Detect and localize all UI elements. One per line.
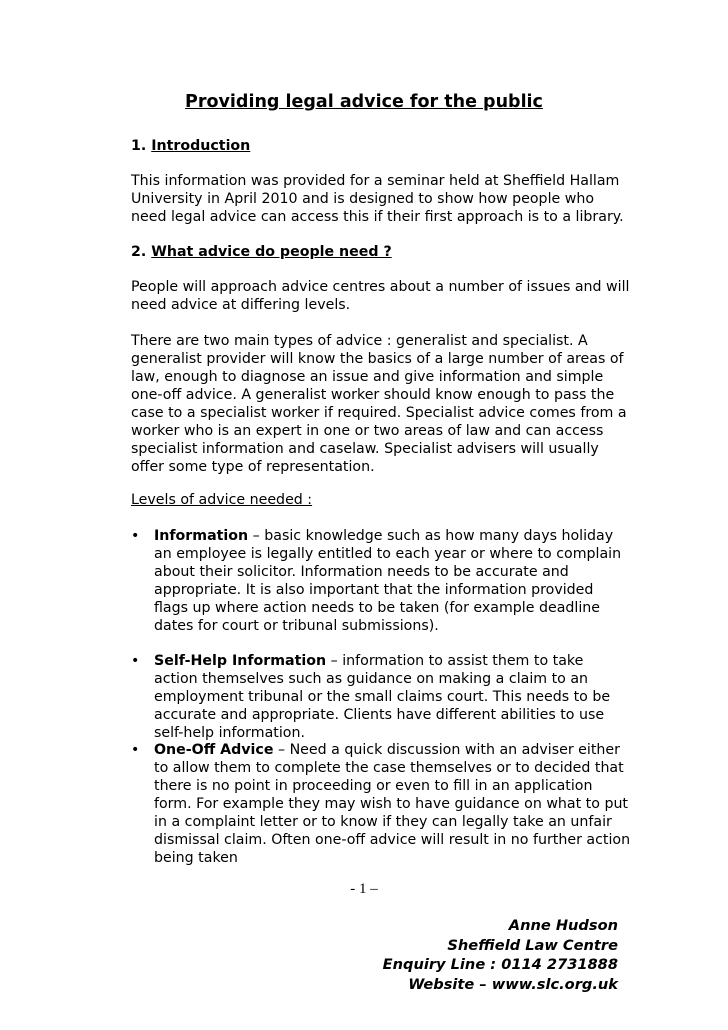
levels-heading: Levels of advice needed :: [131, 492, 313, 508]
bullet-dot: •: [131, 742, 140, 758]
bullet-term: Information: [154, 528, 249, 544]
bullet-self-help: [131, 652, 631, 742]
signature-name: Anne Hudson: [508, 917, 618, 934]
signature-block: [383, 916, 618, 994]
signature-enquiry-line: Enquiry Line : 0114 2731888: [382, 956, 618, 973]
section-1-title: Introduction: [151, 138, 251, 154]
intro-paragraph: This information was provided for a seminar held at Sheffield Hallam University in April 2010 and is designed to show how people who need legal advice can access this if their first approach is to a library.: [131, 173, 624, 225]
page-title: Providing legal advice for the public: [185, 92, 543, 112]
section-1-number: 1.: [131, 138, 147, 154]
bullet-text: – Need a quick discussion with an adviser either to allow them to complete the case themselves or to decided that there is no point in proceeding or even to fill in an application form. For example they may wish to have guidance on what to put in a complaint letter or to know if they can legally take an unfair dismissal claim. Often one-off advice will result in no further action being taken: [154, 742, 631, 866]
bullet-text: – basic knowledge such as how many days holiday an employee is legally entitled to each year or where to complain about their solicitor. Information needs to be accurate and appropriate. It is also important that the information provided flags up where action needs to be taken (for example deadline dates for court or tribunal submissions).: [154, 528, 622, 634]
bullet-information: [131, 527, 631, 635]
bullet-text: – information to assist them to take action themselves such as guidance on making a claim to an employment tribunal or the small claims court. This needs to be accurate and appropriate. Clients have different abilities to use self-help information.: [154, 653, 611, 741]
signature-website: Website – www.slc.org.uk: [408, 975, 618, 993]
bullet-dot: •: [131, 528, 140, 544]
section-2-title: What advice do people need ?: [151, 244, 392, 260]
section-2-heading: [131, 243, 631, 261]
bullet-dot: •: [131, 653, 140, 669]
advice-paragraph-2: There are two main types of advice : generalist and specialist. A generalist provider will know the basics of a large number of areas of law, enough to diagnose an issue and give information and simple one-off advice. A generalist worker should know enough to pass the case to a specialist worker if required. Specialist advice comes from a worker who is an expert in one or two areas of law and can access specialist information and caselaw. Specialist advisers will usually offer some type of representation.: [131, 333, 627, 475]
section-2-number: 2.: [131, 244, 147, 260]
page-number: - 1 –: [350, 881, 378, 897]
advice-paragraph-1: People will approach advice centres about a number of issues and will need advice at differing levels.: [131, 279, 630, 313]
bullet-term: Self-Help Information: [154, 653, 327, 669]
bullet-one-off-advice: [131, 741, 631, 867]
signature-organisation: Sheffield Law Centre: [447, 936, 618, 954]
section-1-heading: [131, 137, 631, 155]
bullet-term: One-Off Advice: [154, 742, 274, 758]
